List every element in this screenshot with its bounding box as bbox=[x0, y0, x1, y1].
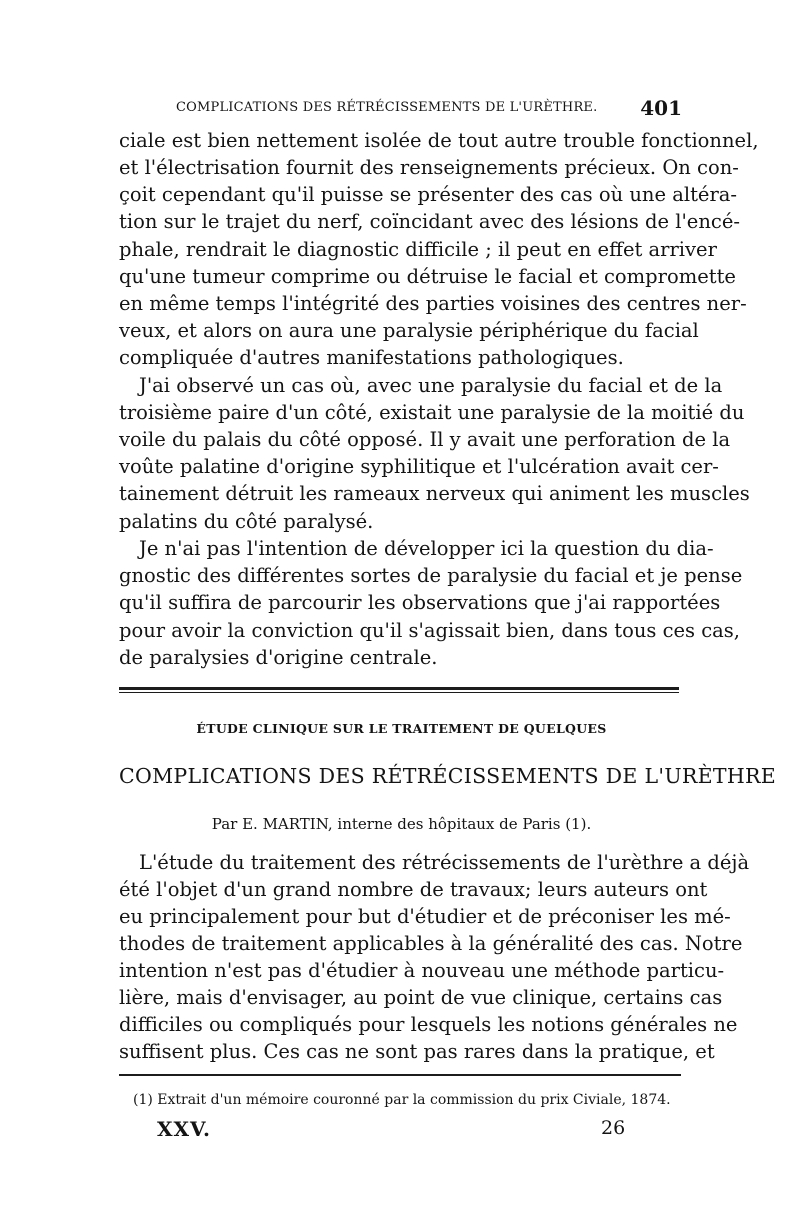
text-line: lière, mais d'envisager, au point de vue clinique, certains cas bbox=[119, 986, 723, 1009]
footnote-rule bbox=[119, 1074, 681, 1076]
text-line: tainement détruit les rameaux nerveux qui animent les muscles bbox=[119, 482, 750, 505]
article-title: COMPLICATIONS DES RÉTRÉCISSEMENTS DE L'URÈTHRE bbox=[119, 764, 777, 788]
text-line: compliquée d'autres manifestations pathologiques. bbox=[119, 346, 624, 369]
text-line: et l'électrisation fournit des renseignements précieux. On con- bbox=[119, 156, 739, 179]
section-divider bbox=[119, 687, 679, 690]
text-line: tion sur le trajet du nerf, coïncidant avec des lésions de l'encé- bbox=[119, 210, 740, 233]
text-line: ciale est bien nettement isolée de tout autre trouble fonctionnel, bbox=[119, 129, 759, 152]
text-line: qu'il suffira de parcourir les observations que j'ai rapportées bbox=[119, 591, 721, 614]
page-number: 401 bbox=[640, 96, 682, 120]
article-author: Par E. MARTIN, interne des hôpitaux de Paris (1). bbox=[211, 815, 592, 833]
text-line: difficiles ou compliqués pour lesquels les notions générales ne bbox=[119, 1013, 738, 1036]
text-line: qu'une tumeur comprime ou détruise le facial et compromette bbox=[119, 265, 736, 288]
signature-number: 26 bbox=[601, 1117, 626, 1139]
footnote: (1) Extrait d'un mémoire couronné par la commission du prix Civiale, 1874. bbox=[133, 1092, 671, 1108]
text-line: intention n'est pas d'étudier à nouveau une méthode particu- bbox=[119, 959, 725, 982]
text-line: de paralysies d'origine centrale. bbox=[119, 646, 438, 669]
running-title: COMPLICATIONS DES RÉTRÉCISSEMENTS DE L'URÈTHRE. bbox=[176, 100, 598, 115]
text-line: L'étude du traitement des rétrécissements de l'urèthre a déjà bbox=[139, 851, 750, 874]
running-head bbox=[176, 96, 684, 120]
text-line: troisième paire d'un côté, existait une paralysie de la moitié du bbox=[119, 401, 745, 424]
text-line: été l'objet d'un grand nombre de travaux; leurs auteurs ont bbox=[119, 878, 708, 901]
text-line: eu principalement pour but d'étudier et de préconiser les mé- bbox=[119, 905, 731, 928]
section-divider-thin bbox=[119, 692, 679, 693]
text-line: palatins du côté paralysé. bbox=[119, 510, 374, 533]
text-line: gnostic des différentes sortes de paralysie du facial et je pense bbox=[119, 564, 743, 587]
text-line: phale, rendrait le diagnostic difficile ; il peut en effet arriver bbox=[119, 238, 717, 261]
text-line: en même temps l'intégrité des parties voisines des centres ner- bbox=[119, 292, 747, 315]
signature-mark: XXV. bbox=[157, 1117, 212, 1141]
text-line: voile du palais du côté opposé. Il y avait une perforation de la bbox=[119, 428, 731, 451]
text-line: suffisent plus. Ces cas ne sont pas rares dans la pratique, et bbox=[119, 1040, 715, 1063]
article-kicker: ÉTUDE CLINIQUE SUR LE TRAITEMENT DE QUELQUES bbox=[196, 721, 607, 736]
text-line: Je n'ai pas l'intention de développer ici la question du dia- bbox=[139, 537, 714, 560]
text-line: pour avoir la conviction qu'il s'agissait bien, dans tous ces cas, bbox=[119, 619, 741, 642]
text-line: çoit cependant qu'il puisse se présenter des cas où une altéra- bbox=[119, 183, 737, 206]
text-line: thodes de traitement applicables à la généralité des cas. Notre bbox=[119, 932, 743, 955]
text-line: voûte palatine d'origine syphilitique et l'ulcération avait cer- bbox=[119, 455, 719, 478]
text-line: veux, et alors on aura une paralysie périphérique du facial bbox=[119, 319, 699, 342]
text-line: J'ai observé un cas où, avec une paralysie du facial et de la bbox=[139, 374, 723, 397]
